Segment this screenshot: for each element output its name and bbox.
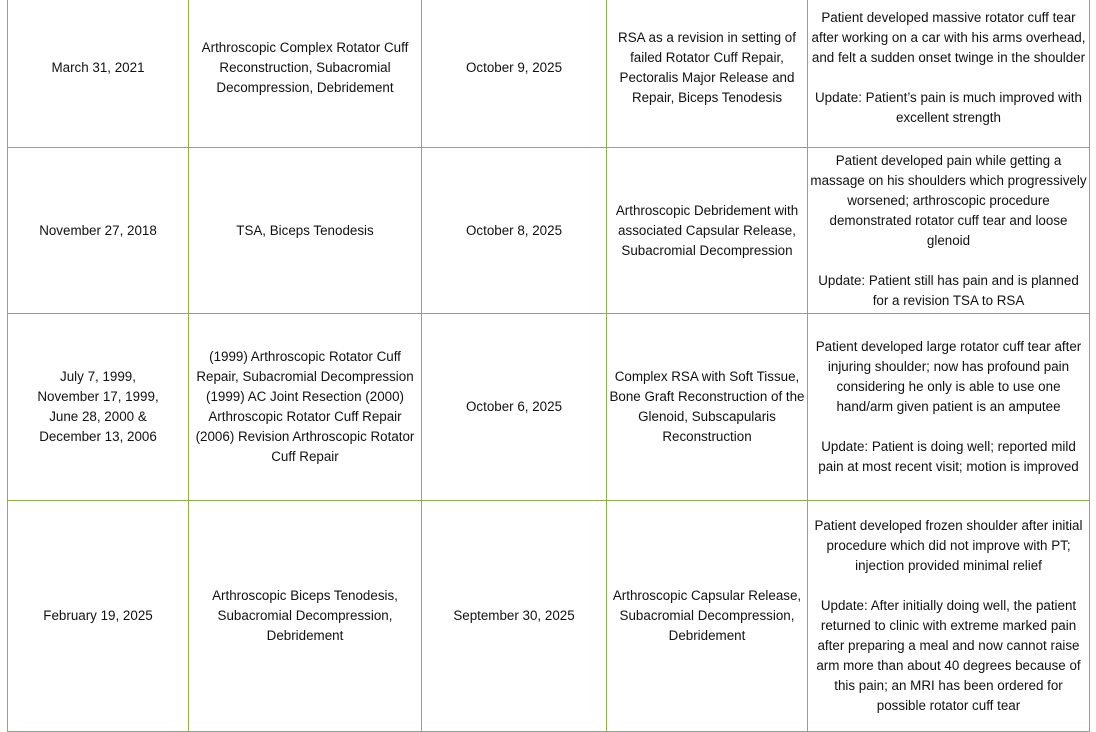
update-text: Update: Patient is doing well; reported mild pain at most recent visit; motion is improved (818, 439, 1079, 474)
prior-procedure-cell (189, 0, 422, 148)
prior-surgery-date-cell (8, 0, 189, 148)
prior-surgery-date: December 13, 2006 (39, 429, 157, 444)
prior-surgery-date-cell (8, 148, 189, 314)
update-text: Update: Patient’s pain is much improved with excellent strength (815, 90, 1082, 125)
revision-procedure: Arthroscopic Debridement with associated Capsular Release, Subacromial Decompression (615, 202, 799, 258)
prior-procedure-cell (189, 314, 422, 501)
prior-procedure: Arthroscopic Biceps Tenodesis, Subacromial Decompression, Debridement (212, 588, 398, 643)
update-text: Update: Patient still has pain and is planned for a revision TSA to RSA (818, 272, 1079, 308)
prior-surgery-date: November 17, 1999, (37, 389, 159, 404)
patient-procedures-table (7, 0, 1090, 732)
prior-surgery-date: June 28, 2000 & (49, 409, 147, 424)
prior-surgery-date: February 19, 2025 (43, 608, 153, 623)
history-text: Patient developed large rotator cuff tear after injuring shoulder; now has profound pain considering he only is able to use one hand/arm given patient is an amputee (815, 339, 1082, 414)
prior-surgery-date: November 27, 2018 (39, 222, 157, 238)
history-cell (808, 0, 1090, 148)
history-text: Patient developed massive rotator cuff tear after working on a car with his arms overhead, and felt a sudden onset twinge in the shoulder (811, 10, 1086, 65)
table-row (8, 501, 1090, 732)
revision-procedure-cell (607, 148, 808, 314)
revision-procedure: Arthroscopic Capsular Release, Subacromial Decompression, Debridement (612, 588, 802, 643)
prior-procedure-cell (189, 148, 422, 314)
history-cell (808, 314, 1090, 501)
table-row (8, 0, 1090, 148)
prior-procedure: (1999) AC Joint Resection (2000) Arthroscopic Rotator Cuff Repair (206, 389, 404, 424)
revision-procedure-cell (607, 0, 808, 148)
revision-date-cell (422, 501, 607, 732)
prior-procedure: TSA, Biceps Tenodesis (236, 222, 374, 238)
history-text: Patient developed pain while getting a massage on his shoulders which progressively worsened; arthroscopic procedure demonstrated rotator cuff tear and loose glenoid (810, 152, 1087, 248)
revision-procedure-cell (607, 501, 808, 732)
revision-procedure: Complex RSA with Soft Tissue, Bone Graft Reconstruction of the Glenoid, Subscapularis Reconstruction (609, 369, 805, 444)
revision-date: September 30, 2025 (453, 608, 575, 623)
table-row (8, 314, 1090, 501)
revision-date: October 9, 2025 (465, 60, 563, 75)
prior-procedure: (1999) Arthroscopic Rotator Cuff Repair, Subacromial Decompression (196, 349, 414, 384)
prior-procedure: (2006) Revision Arthroscopic Rotator Cuff Repair (195, 429, 415, 464)
table-row (8, 148, 1090, 314)
revision-date-cell (422, 314, 607, 501)
history-text: Patient developed frozen shoulder after initial procedure which did not improve with PT; injection provided minimal relief (814, 518, 1083, 573)
revision-date-cell (422, 0, 607, 148)
revision-date: October 6, 2025 (465, 399, 563, 414)
history-cell (808, 148, 1090, 314)
prior-surgery-date-cell (8, 314, 189, 501)
prior-procedure: Arthroscopic Complex Rotator Cuff Reconstruction, Subacromial Decompression, Debridement (201, 40, 409, 95)
prior-surgery-date: July 7, 1999, (60, 369, 136, 384)
revision-date: October 8, 2025 (465, 222, 563, 238)
revision-date-cell (422, 148, 607, 314)
prior-surgery-date: March 31, 2021 (51, 60, 145, 75)
revision-procedure-cell (607, 314, 808, 501)
prior-surgery-date-cell (8, 501, 189, 732)
prior-procedure-cell (189, 501, 422, 732)
update-text: Update: After initially doing well, the patient returned to clinic with extreme marked pain after preparing a meal and now cannot raise arm more than about 40 degrees because of this pain; an MRI has been ordered for possible rotator cuff tear (816, 598, 1081, 713)
history-cell (808, 501, 1090, 732)
revision-procedure: RSA as a revision in setting of failed Rotator Cuff Repair, Pectoralis Major Release and Repair, Biceps Tenodesis (618, 30, 796, 105)
